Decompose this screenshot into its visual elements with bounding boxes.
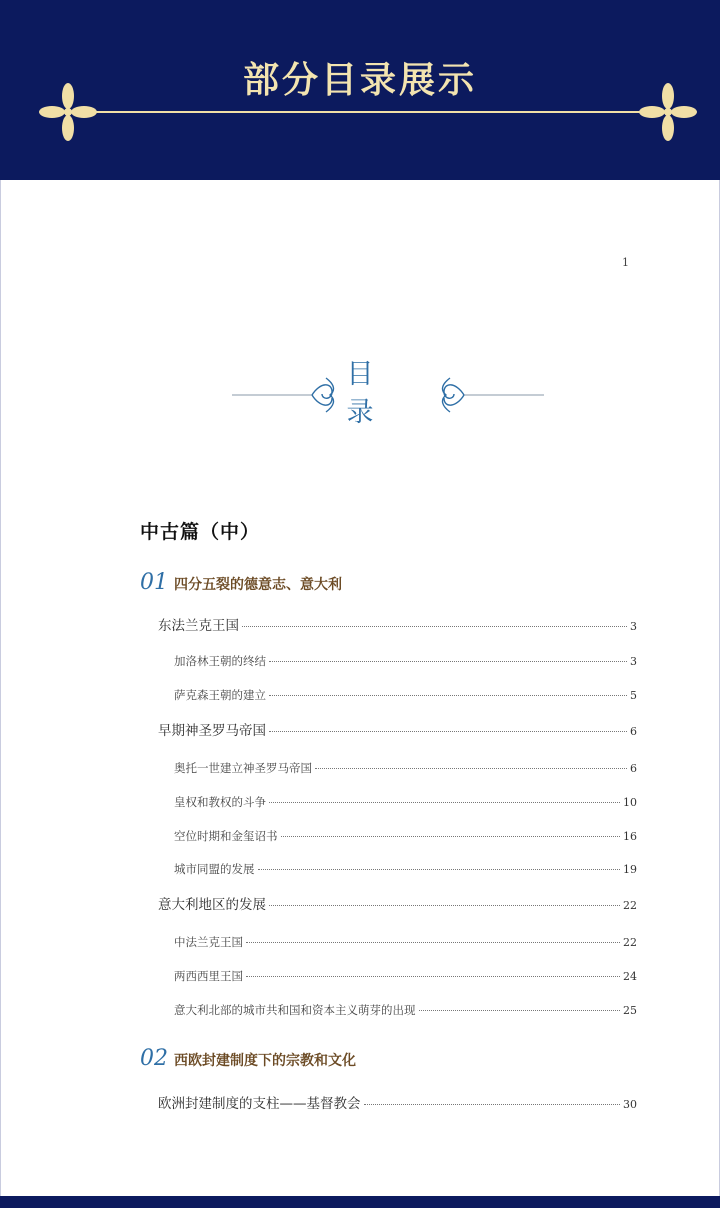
chapter-heading — [140, 1046, 356, 1071]
toc-entry[interactable] — [174, 653, 637, 669]
toc-entry-page: 3 — [630, 620, 637, 633]
toc-entry-page: 6 — [630, 762, 637, 775]
toc-entry-title: 中法兰克王国 — [174, 935, 243, 949]
page-number: 1 — [622, 256, 629, 269]
scroll-ornament-icon — [436, 370, 544, 420]
leader-dots — [269, 905, 620, 906]
toc-entry[interactable] — [174, 687, 637, 703]
leader-dots — [315, 768, 627, 769]
toc-entry[interactable] — [158, 614, 637, 634]
toc-entry-title: 萨克森王朝的建立 — [174, 688, 266, 702]
chapter-heading — [140, 570, 342, 595]
leader-dots — [269, 661, 627, 662]
chapter-number: 02 — [140, 1046, 168, 1071]
flower-ornament-icon — [638, 82, 698, 142]
toc-entry-page: 5 — [630, 689, 637, 702]
toc-entry-page: 25 — [623, 1004, 637, 1017]
leader-dots — [258, 869, 621, 870]
banner-title: 部分目录展示 — [242, 60, 477, 101]
leader-dots — [269, 731, 627, 732]
toc-entry-page: 16 — [623, 830, 637, 843]
footer-bar — [0, 1196, 720, 1208]
chapter-title: 四分五裂的德意志、意大利 — [174, 577, 342, 593]
toc-entry-title: 皇权和教权的斗争 — [174, 795, 266, 809]
toc-entry[interactable] — [174, 1002, 637, 1018]
banner-divider — [80, 111, 640, 113]
toc-entry-title: 加洛林王朝的终结 — [174, 654, 266, 668]
toc-entry-page: 22 — [623, 936, 637, 949]
toc-entry-title: 城市同盟的发展 — [174, 862, 255, 876]
toc-entry-title: 欧洲封建制度的支柱——基督教会 — [158, 1096, 361, 1112]
header-banner — [0, 0, 720, 180]
leader-dots — [269, 802, 620, 803]
toc-heading-char: 录 — [346, 397, 374, 428]
leader-dots — [269, 695, 627, 696]
part-title: 中古篇（中） — [140, 521, 261, 543]
toc-entry-title: 早期神圣罗马帝国 — [158, 723, 266, 739]
scroll-ornament-icon — [232, 370, 340, 420]
leader-dots — [246, 942, 620, 943]
toc-entry-title: 东法兰克王国 — [158, 618, 239, 634]
chapter-title: 西欧封建制度下的宗教和文化 — [174, 1053, 356, 1069]
toc-entry-title: 空位时期和金玺诏书 — [174, 829, 278, 843]
toc-entry-page: 22 — [623, 899, 637, 912]
leader-dots — [242, 626, 627, 627]
toc-entry[interactable] — [174, 861, 637, 877]
toc-entry[interactable] — [158, 893, 637, 913]
chapter-number: 01 — [140, 570, 168, 595]
leader-dots — [281, 836, 621, 837]
flower-ornament-icon — [38, 82, 98, 142]
toc-entry-title: 两西西里王国 — [174, 969, 243, 983]
toc-heading-char: 目 — [346, 359, 374, 390]
toc-entry-page: 19 — [623, 863, 637, 876]
toc-entry[interactable] — [174, 934, 637, 950]
leader-dots — [419, 1010, 621, 1011]
toc-entry-title: 奥托一世建立神圣罗马帝国 — [174, 761, 312, 775]
toc-entry-page: 30 — [623, 1098, 637, 1111]
toc-entry-page: 10 — [623, 796, 637, 809]
leader-dots — [364, 1104, 621, 1105]
toc-entry[interactable] — [158, 1092, 637, 1112]
toc-entry-title: 意大利北部的城市共和国和资本主义萌芽的出现 — [174, 1003, 416, 1017]
toc-entry[interactable] — [174, 968, 637, 984]
toc-entry[interactable] — [158, 719, 637, 739]
toc-entry-page: 6 — [630, 725, 637, 738]
toc-entry-title: 意大利地区的发展 — [158, 897, 266, 913]
toc-heading — [340, 356, 380, 432]
toc-entry-page: 24 — [623, 970, 637, 983]
toc-entry[interactable] — [174, 828, 637, 844]
toc-entry[interactable] — [174, 794, 637, 810]
leader-dots — [246, 976, 620, 977]
toc-entry-page: 3 — [630, 655, 637, 668]
toc-entry[interactable] — [174, 760, 637, 776]
